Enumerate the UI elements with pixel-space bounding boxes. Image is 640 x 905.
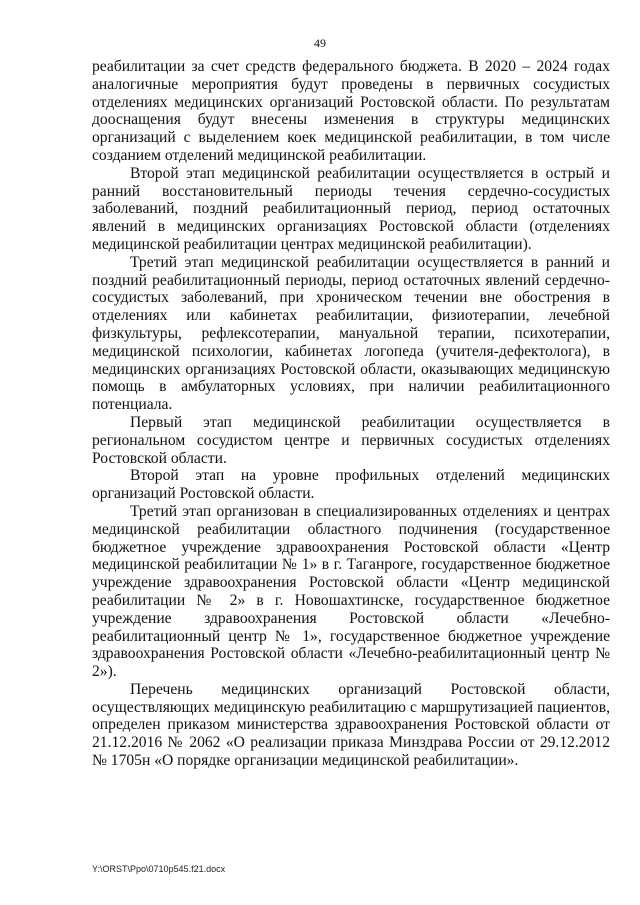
paragraph: Второй этап медицинской реабилитации осуществляется в острый и ранний восстановительный периоды течения сердечно-сосудистых заболеваний, поздний реабилитационный период, период остаточных явлений в медицинских организациях Ростовской области (отделениях медицинской реабилитации центрах медицинской реабилитации).: [92, 164, 610, 253]
paragraph: Первый этап медицинской реабилитации осуществляется в региональном сосудистом центре и первичных сосудистых отделениях Ростовской области.: [92, 413, 610, 467]
footer-file-path: Y:\ORST\Ppo\0710p545.f21.docx: [92, 864, 226, 874]
document-body: [92, 58, 610, 770]
paragraph: реабилитации за счет средств федерального бюджета. В 2020 – 2024 годах аналогичные мероприятия будут проведены в первичных сосудистых отделениях медицинских организаций Ростовской области. По результатам дооснащения будут внесены изменения в структуры медицинских организаций с выделением коек медицинской реабилитации, в том числе созданием отделений медицинской реабилитации.: [92, 58, 610, 164]
paragraph: Третий этап организован в специализированных отделениях и центрах медицинской реабилитации областного подчинения (государственное бюджетное учреждение здравоохранения Ростовской области «Центр медицинской реабилитации № 1» в г. Таганроге, государственное бюджетное учреждение здравоохранения Ростовской области «Центр медицинской реабилитации № 2» в г. Новошахтинске, государственное бюджетное учреждение здравоохранения Ростовской области «Лечебно-реабилитационный центр № 1», государственное бюджетное учреждение здравоохранения Ростовской области «Лечебно-реабилитационный центр № 2»).: [92, 502, 610, 681]
paragraph: Второй этап на уровне профильных отделений медицинских организаций Ростовской области.: [92, 467, 610, 503]
paragraph: Перечень медицинских организаций Ростовской области, осуществляющих медицинскую реабилитацию с маршрутизацией пациентов, определен приказом министерства здравоохранения Ростовской области от 21.12.2016 № 2062 «О реализации приказа Минздрава России от 29.12.2012 № 1705н «О порядке организации медицинской реабилитации».: [92, 680, 610, 770]
page-number: 49: [314, 36, 326, 50]
paragraph: Третий этап медицинской реабилитации осуществляется в ранний и поздний реабилитационный периоды, период остаточных явлений сердечно-сосудистых заболеваний, при хроническом течении вне обострения в отделениях или кабинетах реабилитации, физиотерапии, лечебной физкультуры, рефлексотерапии, мануальной терапии, психотерапии, медицинской психологии, кабинетах логопеда (учителя-дефектолога), в медицинских организациях Ростовской области, оказывающих медицинскую помощь в амбулаторных условиях, при наличии реабилитационного потенциала.: [92, 253, 610, 414]
